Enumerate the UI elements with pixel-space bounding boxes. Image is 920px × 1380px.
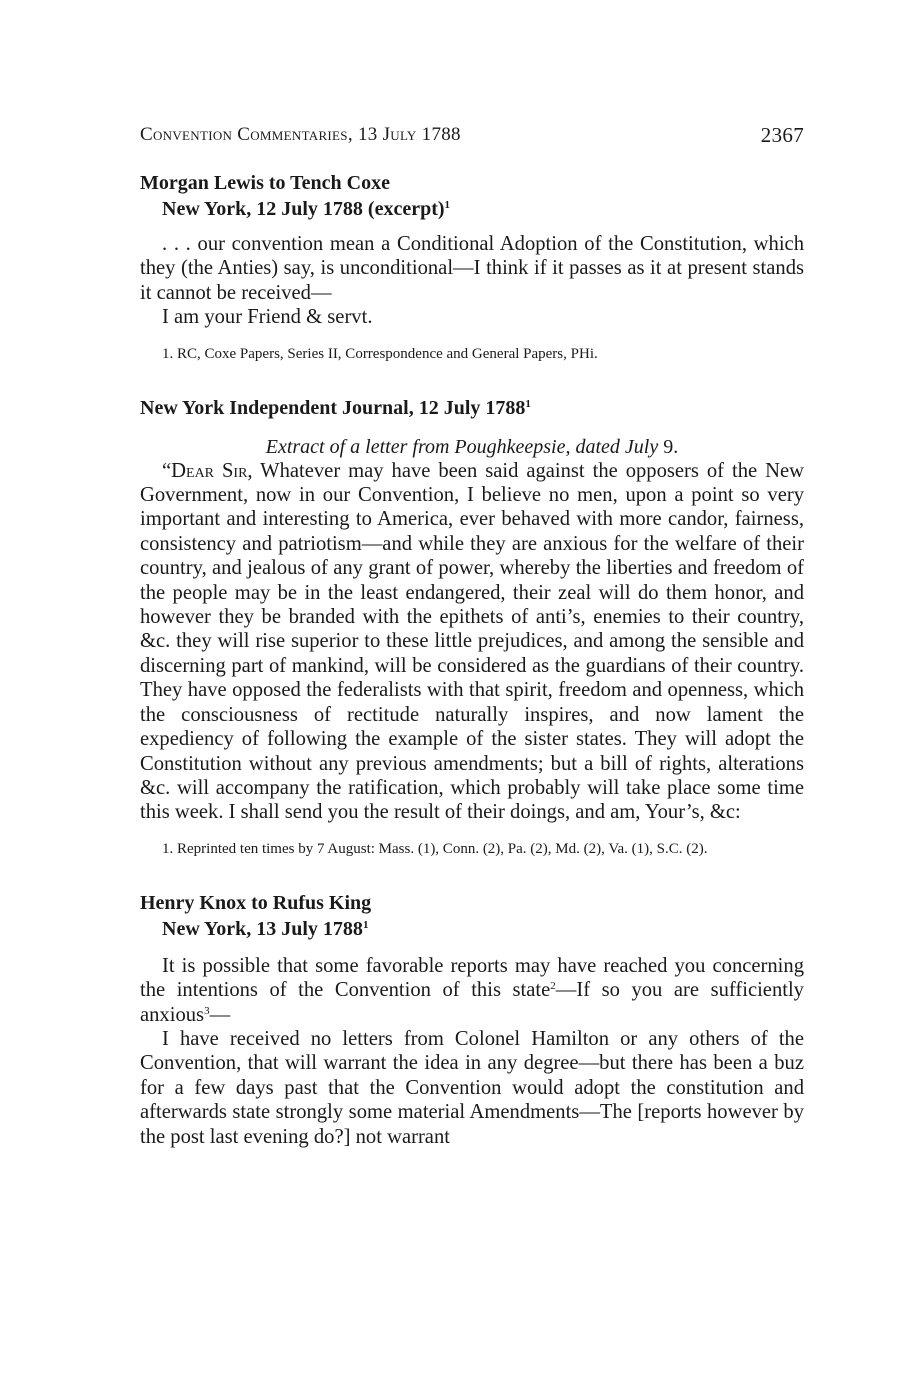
section-heading	[140, 395, 804, 421]
section-knox-king	[140, 890, 804, 1149]
section-heading	[140, 890, 804, 916]
letter-body: , Whatever may have been said against the opposers of the New Government, now in our Convention, I believe no men, upon a point so very important and interesting to America, ever behaved with more candor, fairness, consistency and patriotism—and while they are anxious for the welfare of their country, and jealous of any grant of power, whereby the liberties and freedom of the people may be in the least endangered, their zeal will do them honor, and however they be branded with the epithets of anti’s, enemies to their country, &c. they will rise superior to these little prejudices, and among the sensible and discerning part of mankind, will be considered as the guardians of their country. They have opposed the federalists with that spirit, freedom and openness, which the consciousness of rectitude naturally inspires, and now lament the expediency of following the example of the sister states. They will adopt the Constitution without any previous amendments; but a bill of rights, alterations &c. will accompany the ratification, which probably will take place some time this week. I shall send you the result of their doings, and am, Your’s, &c:	[140, 459, 804, 824]
letter-paragraph	[140, 954, 804, 1027]
running-title-year: 1788	[416, 124, 461, 145]
footnote-ref: 3	[204, 1004, 210, 1017]
footnote-ref: 1	[525, 397, 531, 410]
letter-paragraph	[140, 459, 804, 825]
letter-closing: I am your Friend & servt.	[162, 306, 373, 329]
salutation: Dear Sir	[171, 459, 248, 482]
heading-line-2: New York, 12 July 1788 (excerpt)	[162, 198, 445, 220]
section-subheading	[140, 916, 804, 942]
dateline	[140, 435, 804, 459]
section-heading	[140, 170, 804, 196]
running-head	[140, 122, 804, 148]
section-subheading	[140, 196, 804, 222]
text-run: —	[209, 1003, 231, 1026]
footnote-ref: 1	[444, 199, 451, 211]
letter-paragraph: . . . our convention mean a Conditional Adoption of the Constitution, which they (the Anties) say, is unconditional—I think if it passes as it at present stands it cannot be received—	[140, 233, 804, 304]
open-quote: “	[162, 459, 172, 482]
letter-paragraph: I have received no letters from Colonel Hamilton or any others of the Convention, that will warrant the idea in any degree—but there has been a buz for a few days past that the Convention would adopt the constitution and afterwards state strongly some material Amendments—The [reports however by the post last evening do?] not warrant	[140, 1027, 804, 1148]
heading-line-1: Henry Knox to Rufus King	[140, 891, 372, 914]
heading-line-1: New York Independent Journal, 12 July 1788	[140, 396, 526, 419]
page-body	[140, 170, 804, 1149]
text-run: It is possible that some favorable reports may have reached you concerning the intentions of the Convention of this state	[140, 954, 804, 1002]
text-run: —If so you are sufficiently anxious	[140, 979, 804, 1026]
footnote: 1. Reprinted ten times by 7 August: Mass. (1), Conn. (2), Pa. (2), Md. (2), Va. (1), S.C. (2).	[162, 840, 708, 857]
heading-line-1: Morgan Lewis to Tench Coxe	[140, 172, 390, 194]
heading-line-2: New York, 13 July 1788	[162, 917, 363, 940]
section-independent-journal	[140, 395, 804, 860]
running-title-month: July	[382, 124, 417, 145]
running-title-smallcaps: Convention Commentaries	[140, 124, 348, 145]
footnote-ref: 1	[362, 918, 369, 931]
running-title-date: , 13	[347, 124, 383, 145]
section-lewis-coxe	[140, 170, 804, 365]
running-title	[140, 124, 461, 145]
footnote-ref: 2	[550, 980, 556, 993]
dateline-italic: Extract of a letter from Poughkeepsie, dated July	[265, 435, 659, 458]
page-number: 2367	[760, 123, 804, 147]
dateline-day: 9.	[658, 435, 679, 458]
footnote: 1. RC, Coxe Papers, Series II, Correspondence and General Papers, PHi.	[162, 345, 598, 362]
